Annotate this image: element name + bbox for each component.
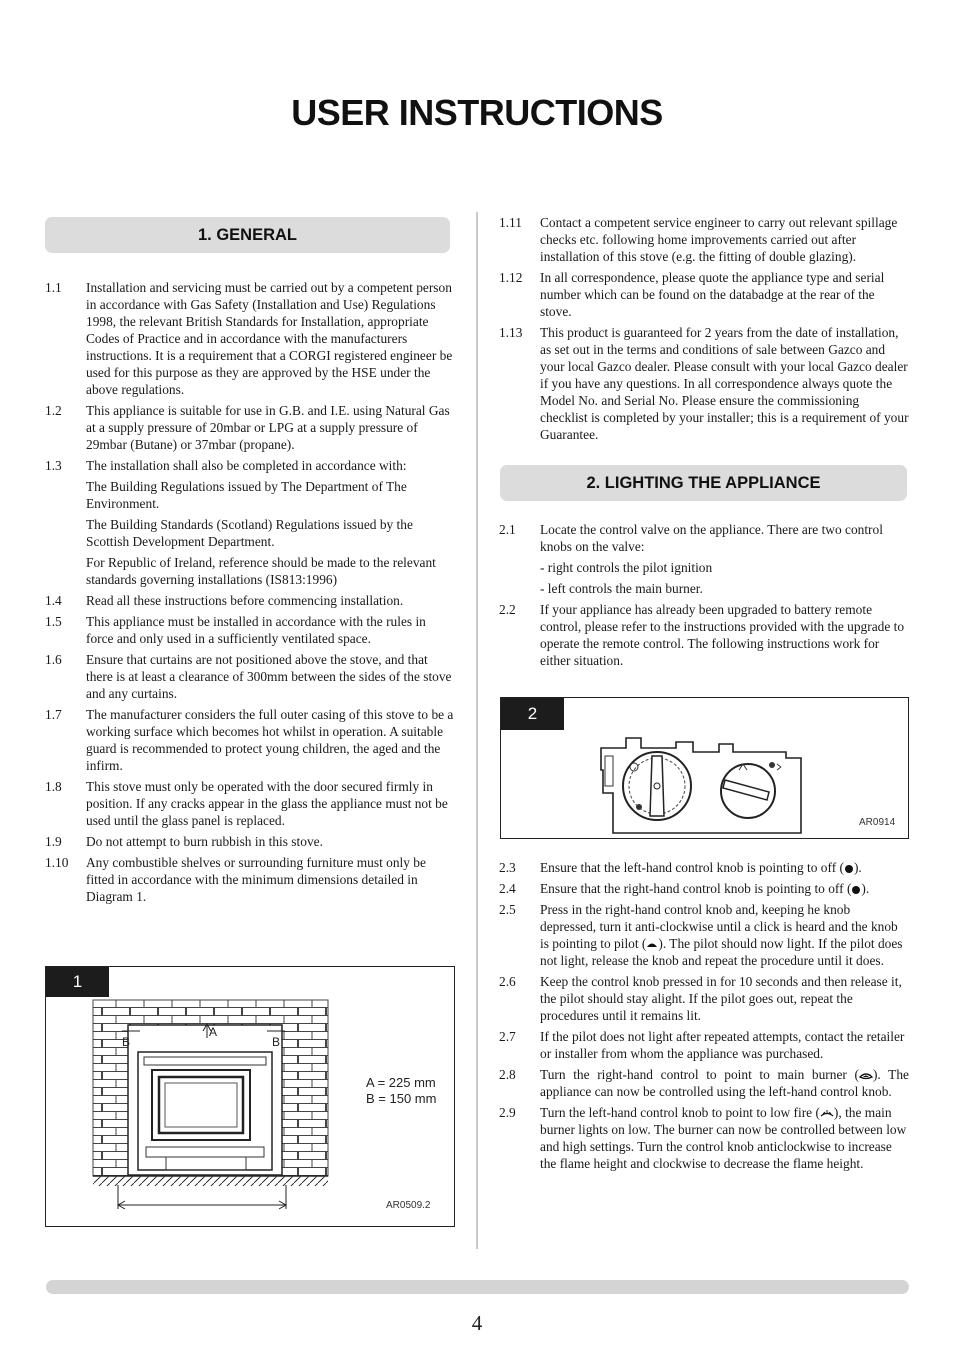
item-text: Do not attempt to burn rubbish in this stove. [86,834,323,849]
list-item [499,880,909,897]
section-1-body [45,279,455,909]
item-number: 2.2 [499,602,516,617]
diagram-number-badge: 2 [501,698,564,730]
item-text-part: ), the main burner lights on low. The burner can now be controlled between low and high settings. Turn the control knob anticlockwise to increase the flame height and clockwise to decrease the flame height. [540,1105,907,1171]
item-number: 1.10 [45,855,69,870]
item-number: 2.1 [499,522,516,537]
list-item [499,521,909,555]
dimension-value-a: A = 225 mm [366,1075,436,1090]
pilot-symbol-icon [646,940,658,950]
list-item [45,706,455,774]
item-number: 1.7 [45,707,62,722]
item-text: In all correspondence, please quote the appliance type and serial number which can be found on the databadge at the rear of the stove. [540,270,885,319]
diagram-2 [500,697,909,839]
item-text-part: Press in the right-hand control knob and, keeping he knob depressed, turn it anti-clockwise until a click is heard and the knob is pointing to pilot ( [540,902,898,951]
control-valve-drawing [501,698,908,838]
off-symbol-icon [851,885,861,895]
item-text-part: Turn the right-hand control to point to main burner ( [540,1067,859,1082]
list-item [499,859,909,876]
item-text-part: Turn the left-hand control knob to point to low fire ( [540,1105,820,1120]
section-2-intro [499,521,909,673]
item-text: If the pilot does not light after repeated attempts, contact the retailer or installer from whom the appliance was purchased. [540,1029,905,1061]
item-number: 1.3 [45,458,62,473]
item-text-part: ). [853,860,862,875]
dimension-label-a: A [209,1025,218,1039]
item-number: 2.9 [499,1105,516,1120]
item-number: 1.11 [499,215,522,230]
item-text-part: Ensure that the left-hand control knob is pointing to off ( [540,860,844,875]
sub-paragraph: - right controls the pilot ignition [540,560,713,575]
item-text: The manufacturer considers the full outer casing of this stove to be a working surface which becomes hot whilst in operation. A suitable guard is recommended to protect young children, the aged and the infirm. [86,707,454,773]
item-number: 1.6 [45,652,62,667]
main-burner-symbol-icon [859,1071,873,1081]
list-item [45,854,455,905]
item-text [540,1104,909,1172]
item-text: If your appliance has already been upgraded to battery remote control, please refer to the instructions provided with the upgrade to operate the remote control. The following instructions work for either situation. [540,602,905,668]
sub-paragraph: The Building Regulations issued by The Department of The Environment. [86,479,407,511]
item-number: 1.1 [45,280,62,295]
list-item [499,269,909,320]
item-number: 1.12 [499,270,523,285]
item-number: 1.9 [45,834,62,849]
off-symbol-icon [844,864,854,874]
item-text [540,859,909,876]
dimension-value-b: B = 150 mm [366,1091,437,1106]
item-text: The installation shall also be completed in accordance with: [86,458,407,473]
sub-paragraph: - left controls the main burner. [540,581,703,596]
list-item [499,601,909,669]
item-number: 2.5 [499,902,516,917]
item-text [540,1066,909,1100]
column-divider [476,212,478,1249]
low-fire-symbol-icon [820,1109,834,1119]
item-number: 2.8 [499,1067,516,1082]
item-text [540,901,909,969]
diagram-number-badge: 1 [46,967,109,997]
list-item [499,901,909,969]
section-1-continued [499,214,909,447]
diagram-code: AR0509.2 [386,1200,431,1211]
diagram-code: AR0914 [859,817,896,828]
list-item [45,833,455,850]
item-text: Keep the control knob pressed in for 10 seconds and then release it, the pilot should stay alight. If the pilot goes out, repeat the procedures until it remains lit. [540,974,902,1023]
page-title: USER INSTRUCTIONS [291,92,663,133]
item-text: This stove must only be operated with the door secured firmly in position. If any cracks appear in the glass the appliance must not be used until the glass panel is replaced. [86,779,448,828]
item-text: Contact a competent service engineer to carry out relevant spillage checks etc. following home improvements carried out after installation of this stove (e.g. the fitting of double glazing). [540,215,898,264]
list-item [499,214,909,265]
list-item [499,1104,909,1172]
item-text-part: ). The appliance can now be controlled using the left-hand control knob. [540,1067,909,1099]
item-number: 1.8 [45,779,62,794]
section-1-heading: 1. GENERAL [45,217,450,253]
list-item [499,1066,909,1100]
sub-paragraph: For Republic of Ireland, reference should be made to the relevant standards governing installations (IS813:1996) [86,555,436,587]
item-text: This product is guaranteed for 2 years from the date of installation, as set out in the terms and conditions of sale between Gazco and your local Gazco dealer. Please consult with your local Gazco dealer if you have any questions. In all correspondence always quote the Model No. and Serial No. Please ensure the commissioning checklist is completed by your installer; this is a requirement of your Guarantee. [540,325,909,442]
diagram-1 [45,966,455,1227]
item-number: 2.6 [499,974,516,989]
item-text-part: ). [861,881,870,896]
list-item [45,778,455,829]
item-number: 2.3 [499,860,516,875]
list-item [499,973,909,1024]
section-2-steps [499,859,909,1176]
dimension-label-b-left: B [122,1035,131,1049]
item-number: 1.5 [45,614,62,629]
list-item [499,324,909,443]
item-text: This appliance must be installed in accordance with the rules in force and only used in a sufficiently ventilated space. [86,614,426,646]
list-item [45,613,455,647]
item-number: 1.13 [499,325,523,340]
item-number: 1.2 [45,403,62,418]
item-text: Ensure that curtains are not positioned above the stove, and that there is at least a clearance of 300mm between the sides of the stove and any curtains. [86,652,452,701]
list-item [45,651,455,702]
item-text-part: ). The pilot should now light. If the pilot does not light, release the knob and repeat the procedure until it does. [540,936,903,968]
item-text [540,880,909,897]
list-item [499,1028,909,1062]
dimension-label-b-right: B [272,1035,281,1049]
list-item [45,457,455,474]
item-number: 2.7 [499,1029,516,1044]
item-text: Locate the control valve on the appliance. There are two control knobs on the valve: [540,522,883,554]
item-text: Read all these instructions before commencing installation. [86,593,404,608]
item-number: 1.4 [45,593,62,608]
page-number: 4 [471,1311,483,1335]
item-text: Any combustible shelves or surrounding furniture must only be fitted in accordance with the minimum dimensions detailed in Diagram 1. [86,855,426,904]
item-text: Installation and servicing must be carried out by a competent person in accordance with Gas Safety (Installation and Use) Regulations 1998, the relevant British Standards for Installation, appropriate Codes of Practice and in accordance with the manufacturers instructions. It is a requirement that a CORGI registered engineer be used for this purpose as they are approved by the HSE under the above regulations. [86,280,453,397]
footer-bar [46,1280,909,1294]
item-text: This appliance is suitable for use in G.B. and I.E. using Natural Gas at a supply pressure of 20mbar or LPG at a supply pressure of 29mbar (Butane) or 37mbar (propane). [86,403,450,452]
sub-paragraph: The Building Standards (Scotland) Regulations issued by the Scottish Development Department. [86,517,413,549]
item-number: 2.4 [499,881,516,896]
list-item [45,402,455,453]
section-2-heading: 2. LIGHTING THE APPLIANCE [500,465,907,501]
list-item [45,592,455,609]
item-text-part: Ensure that the right-hand control knob is pointing to off ( [540,881,852,896]
list-item [45,279,455,398]
